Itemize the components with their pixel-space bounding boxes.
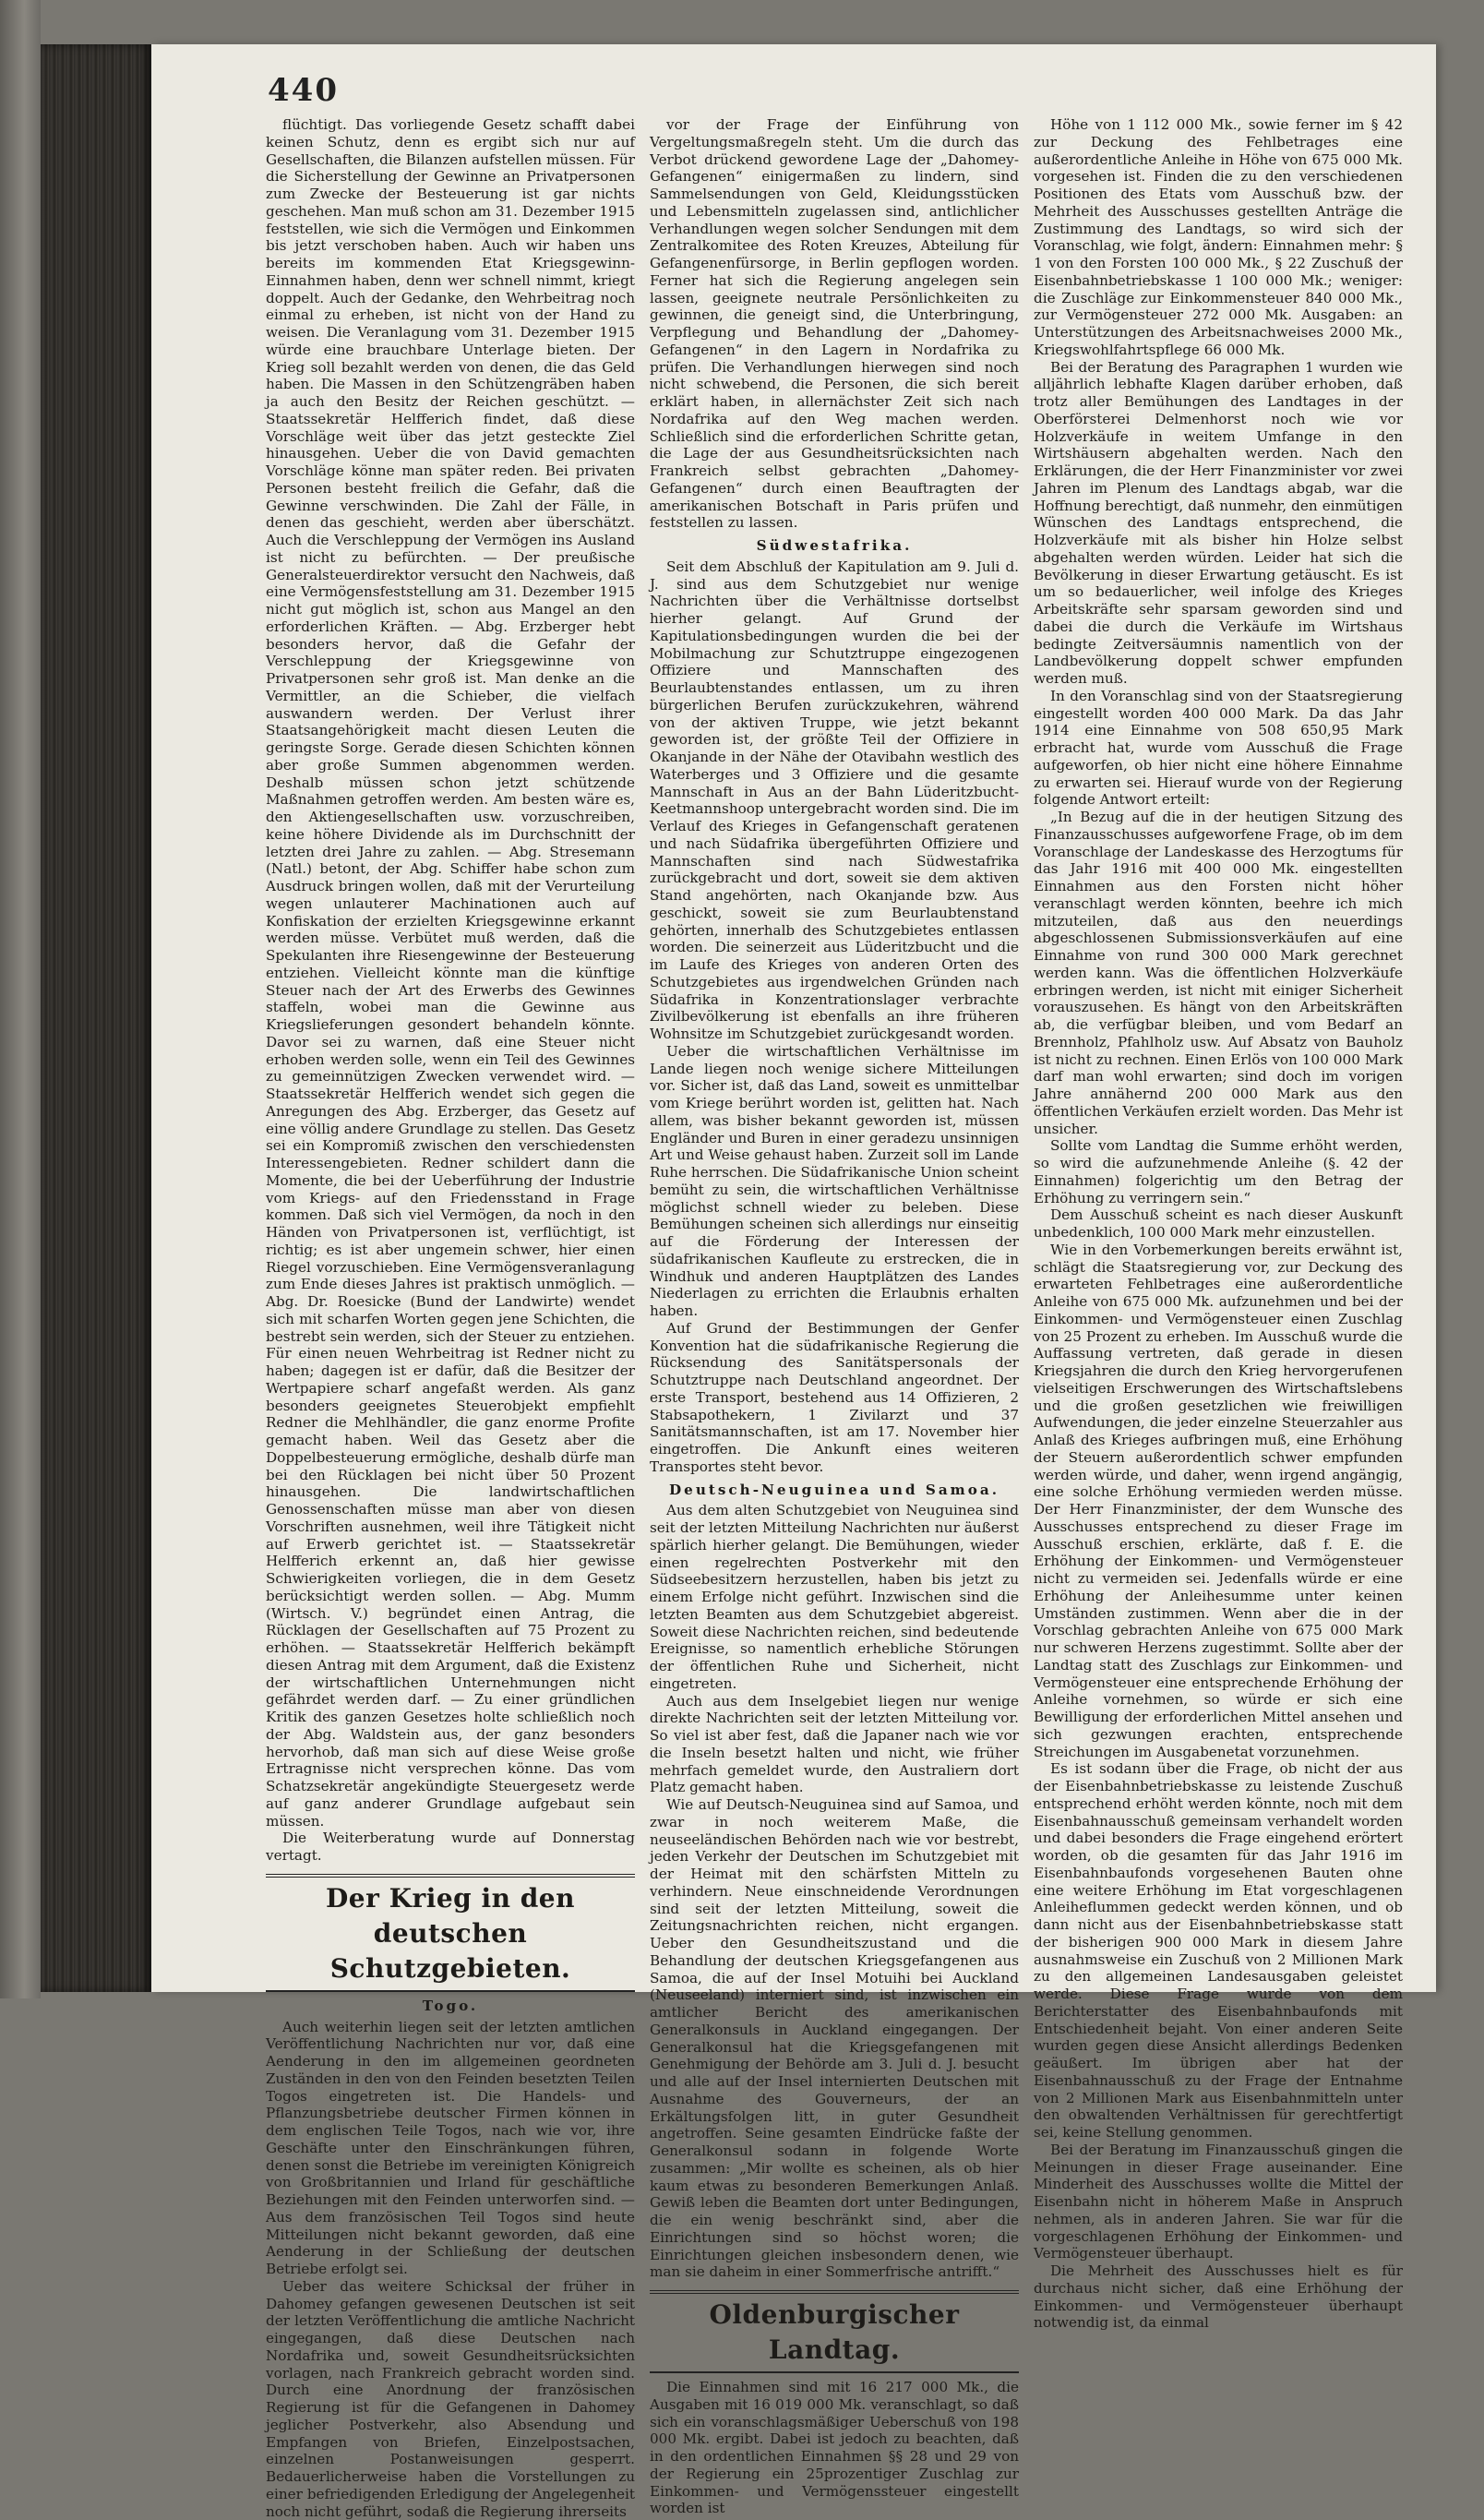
paragraph: Aus dem alten Schutzgebiet von Neuguinea sind seit der letzten Mitteilung Nachrichten nur äußerst spärlich hierher gelangt. Die Bemühungen, wieder einen regelrechten Postverkehr mit den Südseebesitzern herzustellen, haben bis jetzt zu einem Erfolge nicht geführt. Inzwischen sind die letzten Beamten aus dem Schutzgebiet abgereist. Soweit diese Nachrichten reichen, sind bedeutende Ereignisse, so namentlich erhebliche Störungen der öffentlichen Ruhe und Sicherheit, nicht eingetreten. [650,1502,1019,1692]
paragraph: Die Mehrheit des Ausschusses hielt es für durchaus nicht sicher, daß eine Erhöhung der Einkommen- und Vermögensteuer überhaupt notwendig ist, da einmal [1034,2262,1403,2332]
paragraph: Es ist sodann über die Frage, ob nicht der aus der Eisenbahnbetriebskasse zu leistende Zuschuß entsprechend erhöht werden könnte, noch mit dem Eisenbahnausschuß gemeinsam verhandelt worden und dabei besonders die Frage eingehend erörtert worden, ob die gesamten für das Jahr 1916 im Eisenbahnbaufonds vorgesehenen Bauten ohne eine weitere Erhöhung im Etat vorgeschlagenen Anleiheflummen gedeckt werden können, und ob dann nicht aus der Eisenbahnbetriebskasse statt der bisherigen 900 000 Mark in diesem Jahre ausnahmsweise ein Zuschuß von 2 Millionen Mark zu den allgemeinen Landesausgaben geleistet werde. Diese Frage wurde von dem Berichterstatter des Eisenbahnbaufonds mit Entschiedenheit bejaht. Von einer anderen Seite wurden gegen diese Ansicht allerdings Bedenken geäußert. Im übrigen aber hat der Eisenbahnausschuß zu der Frage der Entnahme von 2 Millionen Mark aus Eisenbahnmitteln unter den obwaltenden Verhältnissen für gerechtfertigt sei, keine Stellung genommen. [1034,1760,1403,2141]
paragraph: Auch weiterhin liegen seit der letzten amtlichen Veröffentlichung Nachrichten nur vor, daß eine Aenderung in den im allgemeinen geordneten Zuständen in den von den Feinden besetzten Teilen Togos eingetreten ist. Die Handels- und Pflanzungsbetriebe deutscher Firmen können in dem englischen Teile Togos, nach wie vor, ihre Geschäfte unter den Einschränkungen führen, denen sonst die Betriebe im vereinigten Königreich von Großbritannien und Irland für geschäftliche Beziehungen mit den Feinden unterworfen sind. — Aus dem französischen Teil Togos sind heute Mitteilungen nicht bekannt geworden, daß eine Aenderung in der Schließung der deutschen Betriebe erfolgt sei. [266,2018,635,2277]
paragraph: Seit dem Abschluß der Kapitulation am 9. Juli d. J. sind aus dem Schutzgebiet nur wenige Nachrichten über die Verhältnisse dortselbst hierher gelangt. Auf Grund der Kapitulationsbedingungen wurden die bei der Mobilmachung zur Schutztruppe eingezogenen Offiziere und Mannschaften des Beurlaubtenstandes entlassen, um zu ihren bürgerlichen Berufen zurückzukehren, während von der aktiven Truppe, wie jetzt bekannt geworden ist, der größte Teil der Offiziere in Okanjande in der Nähe der Otavibahn westlich des Waterberges und 3 Offiziere und die gesamte Mannschaft in Aus an der Bahn Lüderitzbucht-Keetmannshoop untergebracht worden sind. Die im Verlauf des Krieges in Gefangenschaft geratenen und nach Südafrika übergeführten Offiziere und Mannschaften sind nach Südwestafrika zurückgebracht und dort, soweit sie dem aktiven Stand angehörten, nach Okanjande bzw. Aus geschickt, soweit sie zum Beurlaubtenstand gehörten, innerhalb des Schutzgebietes entlassen worden. Die seinerzeit aus Lüderitzbucht und die im Laufe des Krieges von anderen Orten des Schutzgebietes aus irgendwelchen Gründen nach Südafrika in Konzentrationslager verbrachte Zivilbevölkerung ist ebenfalls an ihre früheren Wohnsitze im Schutzgebiet zurückgesandt worden. [650,558,1019,1042]
paragraph: Höhe von 1 112 000 Mk., sowie ferner im § 42 zur Deckung des Fehlbetrages eine außerordentliche Anleihe in Höhe von 675 000 Mk. vorgesehen ist. Finden die zu den verschiedenen Positionen des Etats vom Ausschuß bzw. der Mehrheit des Ausschusses gestellten Anträge die Zustimmung des Landtags, so wird sich der Voranschlag, wie folgt, ändern: Einnahmen mehr: § 1 von den Forsten 100 000 Mk., § 22 Zuschuß der Eisenbahnbetriebskasse 1 100 000 Mk.; weniger: die Zuschläge zur Einkommensteuer 840 000 Mk., zur Vermögensteuer 272 000 Mk. Ausgaben: an Unterstützungen des Arbeitsnachweises 2000 Mk., Kriegswohlfahrtspflege 66 000 Mk. [1034,116,1403,358]
paragraph: Auf Grund der Bestimmungen der Genfer Konvention hat die südafrikanische Regierung die Rücksendung des Sanitätspersonals der Schutztruppe nach Deutschland angeordnet. Der erste Transport, bestehend aus 14 Offizieren, 2 Stabsapothekern, 1 Zivilarzt und 37 Sanitätsmannschaften, ist am 17. November hier eingetroffen. Die Ankunft eines weiteren Transportes steht bevor. [650,1319,1019,1475]
paragraph: vor der Frage der Einführung von Vergeltungsmaßregeln steht. Um die durch das Verbot drückend gewordene Lage der „Dahomey-Gefangenen“ einigermaßen zu lindern, sind Sammelsendungen von Geld, Kleidungsstücken und Lebensmitteln zugelassen sind, antlichlicher Verhandlungen wegen solcher Sendungen mit dem Zentralkomitee des Roten Kreuzes, Abteilung für Gefangenenfürsorge, in Berlin gepflogen worden. Ferner hat sich die Regierung angelegen sein lassen, geeignete neutrale Persönlichkeiten zu gewinnen, die geneigt sind, die Unterbringung, Verpflegung und Behandlung der „Dahomey-Gefangenen“ in den Lagern in Nordafrika zu prüfen. Die Verhandlungen hierwegen sind noch nicht schwebend, die Personen, die sich bereit erklärt haben, in allernächster Zeit sich nach Nordafrika auf den Weg machen werden. Schließlich sind die erforderlichen Schritte getan, die Lage der aus Gesundheitsrücksichten nach Frankreich selbst gebrachten „Dahomey-Gefangenen“ durch einen Beauftragten der amerikanischen Botschaft in Paris prüfen und feststellen zu lassen. [650,116,1019,532]
paragraph: Ueber die wirtschaftlichen Verhältnisse im Lande liegen noch wenige sichere Mitteilungen vor. Sicher ist, daß das Land, soweit es unmittelbar vom Kriege berührt worden ist, gelitten hat. Nach allem, was bisher bekannt geworden ist, müssen Engländer und Buren in einer geradezu unsinnigen Art und Weise gehaust haben. Zurzeit soll im Lande Ruhe herrschen. Die Südafrikanische Union scheint bemüht zu sein, die wirtschaftlichen Verhältnisse möglichst schnell wieder zu beleben. Diese Bemühungen scheinen sich allerdings nur einseitig auf die Förderung der Interessen der südafrikanischen Kaufleute zu erstrecken, die in Windhuk und anderen Hauptplätzen des Landes Niederlagen zu errichten die Erlaubnis erhalten haben. [650,1042,1019,1319]
paragraph: Die Einnahmen sind mit 16 217 000 Mk., die Ausgaben mit 16 019 000 Mk. veranschlagt, so daß sich ein voranschlagsmäßiger Ueberschuß von 198 000 Mk. ergibt. Dabei ist jedoch zu beachten, daß in den ordentlichen Einnahmen §§ 28 und 29 von der Regierung ein 25prozentiger Zuschlag zur Einkommen- und Vermögenssteuer eingestellt worden ist [650,2379,1019,2517]
section-subhead: Deutsch-Neuguinea und Samoa. [668,1481,999,1498]
paragraph: Dem Ausschuß scheint es nach dieser Auskunft unbedenklich, 100 000 Mark mehr einzustellen. [1034,1206,1403,1241]
paragraph: Bei der Beratung des Paragraphen 1 wurden wie alljährlich lebhafte Klagen darüber erhoben, daß trotz aller Bemühungen des Landtages in der Oberförsterei Delmenhorst noch wie vor Holzverkäufe in weitem Umfange in den Wirtshäusern abgehalten werden. Nach den Erklärungen, die der Herr Finanzminister vor zwei Jahren im Plenum des Landtags abgab, war die Hoffnung berechtigt, daß nunmehr, den einmütigen Wünschen des Landtags entsprechend, die Holzverkäufe mit als bisher hin Holze selbst abgehalten werden würden. Leider hat sich die Bevölkerung in dieser Erwartung getäuscht. Es ist um so bedauerlicher, weil infolge des Krieges Arbeitskräfte sehr sparsam geworden sind und dabei die durch die Verkäufe im Wirtshaus bedingte Zeitversäumnis namentlich von der Landbevölkerung doppelt schwer empfunden werden muß. [1034,358,1403,687]
paragraph: In den Voranschlag sind von der Staatsregierung eingestellt worden 400 000 Mark. Da das Jahr 1914 eine Einnahme von 508 650,95 Mark erbracht hat, wurde vom Ausschuß die Frage aufgeworfen, ob hier nicht eine höhere Einnahme zu erwarten sei. Hierauf wurde von der Regierung folgende Antwort erteilt: [1034,687,1403,809]
paragraph: Wie auf Deutsch-Neuguinea sind auf Samoa, und zwar in noch weiterem Maße, die neuseeländischen Behörden nach wie vor bestrebt, jeden Verkehr der Deutschen im Schutzgebiet mit der Heimat mit den schärfsten Mitteln zu verhindern. Neue einschneidende Verordnungen sind seit der letzten Mitteilung, soweit die Zeitungsnachrichten reichen, nicht ergangen. Ueber den Gesundheitszustand und die Behandlung der deutschen Kriegsgefangenen aus Samoa, die auf der Insel Motuihi bei Auckland (Neuseeland) interniert sind, ist inzwischen ein amtlicher Bericht des amerikanischen Generalkonsuls in Auckland eingegangen. Der Generalkonsul hat die Kriegsgefangenen mit Genehmigung der Behörde am 3. Juli d. J. besucht und alle auf der Insel internierten Deutschen mit Ausnahme des Gouverneurs, der an Erkältungsfolgen litt, in guter Gesundheit angetroffen. Seine gesamten Eindrücke faßte der Generalkonsul sodann in folgende Worte zusammen: „Mir wollte es scheinen, als ob hier kaum etwas zu besonderen Bemerkungen Anlaß. Gewiß leben die Beamten dort unter Bedingungen, die ein wenig beschränkt sind, aber die Einrichtungen sind so höchst woren; die Einrichtungen gleichen insbesondern denen, wie man sie daheim in einer Sommerfrische antrifft.“ [650,1796,1019,2281]
newspaper-page [151,44,1436,2520]
paragraph: Auch aus dem Inselgebiet liegen nur wenige direkte Nachrichten seit der letzten Mitteilung vor. So viel ist aber fest, daß die Japaner nach wie vor die Inseln besetzt halten und nicht, wie früher mehrfach gemeldet wurde, den Australiern dort Platz gemacht haben. [650,1692,1019,1796]
column-2 [650,116,1019,2517]
column-1 [266,116,635,2520]
paragraph: Sollte vom Landtag die Summe erhöht werden, so wird die aufzunehmende Anleihe (§. 42 der Einnahmen) folgerichtig um den Betrag der Erhöhung zu verringern sein.“ [1034,1137,1403,1206]
book-binding-edge [0,0,41,1998]
section-headline: Oldenburgischer Landtag. [650,2290,1019,2373]
column-3 [1034,116,1403,2332]
paragraph: flüchtigt. Das vorliegende Gesetz schafft dabei keinen Schutz, denn es ergibt sich nur auf Gesellschaften, die Bilanzen aufstellen müssen. Für die Sicherstellung der Gewinne an Privatpersonen zum Zwecke der Besteuerung ist gar nichts geschehen. Man muß schon am 31. Dezember 1915 feststellen, wie sich die Vermögen und Einkommen bis jetzt verschoben haben. Auch wir haben uns bereits im kommenden Etat Kriegsgewinn-Einnahmen haben, denn wer schnell nimmt, kriegt doppelt. Auch der Gedanke, den Wehrbeitrag noch einmal zu erheben, ist nicht von der Hand zu weisen. Die Veranlagung vom 31. Dezember 1915 würde eine brauchbare Unterlage bieten. Der Krieg soll bezahlt werden von denen, die das Geld haben. Die Massen in den Schützengräben haben ja auch den Besitz der Reichen geschützt. — Staatssekretär Helfferich findet, daß diese Vorschläge weit über das jetzt gesteckte Ziel hinausgehen. Ueber die von David gemachten Vorschläge könne man später reden. Bei privaten Personen besteht freilich die Gefahr, daß die Gewinne verschwinden. Die Zahl der Fälle, in denen das geschieht, werden aber überschätzt. Auch die Verschleppung der Vermögen ins Ausland ist nicht zu befürchten. — Der preußische Generalsteuerdirektor versucht den Nachweis, daß eine Vermögensfeststellung am 31. Dezember 1915 nicht gut möglich ist, schon aus Mangel an den erforderlichen Kräften. — Abg. Erzberger hebt besonders hervor, daß die Gefahr der Verschleppung der Kriegsgewinne von Privatpersonen sehr groß ist. Man denke an die Vermittler, an die Schieber, die vielfach auswandern werden. Der Verlust ihrer Staatsangehörigkeit macht diesen Leuten die geringste Sorge. Gerade diesen Schichten können aber große Summen abgenommen werden. Deshalb müssen schon jetzt schützende Maßnahmen getroffen werden. Am besten wäre es, den Aktiengesellschaften usw. vorzuschreiben, keine höhere Dividende als im Durchschnitt der letzten drei Jahre zu zahlen. — Abg. Stresemann (Natl.) betont, der Abg. Schiffer habe schon zum Ausdruck bringen wollen, daß mit der Verurteilung wegen unlauterer Machinationen auch auf Konfiskation der erzielten Kriegsgewinne erkannt werden müsse. Verbütet muß werden, daß die Spekulanten ihre Riesengewinne der Besteuerung entziehen. Vielleicht könnte man die künftige Steuer nach der Art des Erwerbs des Gewinnes staffeln, wobei man die Gewinne aus Kriegslieferungen gesondert behandeln könnte. Davor sei zu warnen, daß eine Steuer nicht erhoben werden solle, wenn ein Teil des Gewinnes zu gemeinnützigen Zwecken verwendet wird. — Staatssekretär Helfferich wendet sich gegen die Anregungen des Abg. Erzberger, das Gesetz auf eine völlig andere Grundlage zu stellen. Das Gesetz sei ein Kompromiß zwischen den verschiedensten Interessengebieten. Redner schildert dann die Momente, die bei der Ueberführung der Industrie vom Kriegs- auf den Friedensstand in Frage kommen. Daß sich viel Vermögen, da noch in den Händen von Privatpersonen ist, verflüchtigt, ist richtig; es ist aber ungemein schwer, hier einen Riegel vorzuschieben. Eine Vermögensveranlagung zum Ende dieses Jahres ist praktisch unmöglich. — Abg. Dr. Roesicke (Bund der Landwirte) wendet sich mit scharfen Worten gegen jene Schichten, die bestrebt sein werden, sich der Steuer zu entziehen. Für einen neuen Wehrbeitrag ist Redner nicht zu haben; dagegen ist er dafür, daß die Besitzer der Wertpapiere scharf angefaßt werden. Als ganz besonders geeignetes Steuerobjekt empfiehlt Redner die Mehlhändler, die ganz enorme Profite gemacht haben. Weil das Gesetz aber die Doppelbesteuerung ermögliche, deshalb dürfe man bei den Rücklagen bei nicht über 50 Prozent hinausgehen. Die landwirtschaftlichen Genossenschaften müsse man aber von diesen Vorschriften ausnehmen, weil ihre Tätigkeit nicht auf Erwerb gerichtet ist. — Staatssekretär Helfferich erkennt an, daß hier gewisse Schwierigkeiten vorliegen, die in dem Gesetz berücksichtigt werden sollen. — Abg. Mumm (Wirtsch. V.) begründet einen Antrag, die Rücklagen der Gesellschaften auf 75 Prozent zu erhöhen. — Staatssekretär Helfferich bekämpft diesen Antrag mit dem Argument, daß die Existenz der wirtschaftlichen Unternehmungen nicht gefährdet werden darf. — Zu einer gründlichen Kritik des ganzen Gesetzes holte schließlich noch der Abg. Waldstein aus, der ganz besonders hervorhob, daß man sich auf diese Weise große Ertragnisse nicht versprechen könne. Das vom Schatzsekretär angekündigte Steuergesetz werde auf ganz anderer Grundlage aufgebaut sein müssen. [266,116,635,1830]
paragraph: Bei der Beratung im Finanzausschuß gingen die Meinungen in dieser Frage auseinander. Eine Minderheit des Ausschusses wollte die Mittel der Eisenbahn nicht in höherem Maße in Anspruch nehmen, als in anderen Jahren. Sie war für die vorgeschlagenen Erhöhung der Einkommen- und Vermögensteuer überhaupt. [1034,2141,1403,2262]
paragraph: Die Weiterberatung wurde auf Donnerstag vertagt. [266,1830,635,1864]
page-number: 440 [268,72,339,109]
book-spine [41,44,151,1992]
section-subhead: Südwestafrika. [756,537,913,554]
section-subhead: Togo. [422,1997,479,2014]
paragraph: „In Bezug auf die in der heutigen Sitzung des Finanzausschusses aufgeworfene Frage, ob im dem Voranschlage der Landeskasse des Herzogtums für das Jahr 1916 mit 400 000 Mk. eingestellten Einnahmen aus den Forsten nicht höher veranschlagt werden könnten, beehre ich mich mitzuteilen, daß aus den neuerdings abgeschlossenen Submissionsverkäufen auf eine Einnahme von rund 300 000 Mark gerechnet werden kann. Was die öffentlichen Holzverkäufe erbringen werden, ist nicht mit einiger Sicherheit vorauszusehen. Es hängt von den Arbeitskräften ab, die verfügbar bleiben, und vom Bedarf an Brennholz, Pfahlholz usw. Auf Absatz von Bauholz ist nicht zu rechnen. Einen Erlös von 100 000 Mark darf man wohl erwarten; sind doch im vorigen Jahre annähernd 200 000 Mark aus den öffentlichen Verkäufen erzielt worden. Das Mehr ist unsicher. [1034,809,1403,1137]
paragraph: Wie in den Vorbemerkungen bereits erwähnt ist, schlägt die Staatsregierung vor, zur Deckung des erwarteten Fehlbetrages eine außerordentliche Anleihe von 675 000 Mk. aufzunehmen und bei der Einkommen- und Vermögensteuer einen Zuschlag von 25 Prozent zu erheben. Im Ausschuß wurde die Auffassung vertreten, daß gerade in diesen Kriegsjahren die durch den Krieg hervorgerufenen vielseitigen Erschwerungen des Wirtschaftslebens und die großen gesetzlichen wie freiwilligen Aufwendungen, die jeder einzelne Steuerzahler aus Anlaß des Krieges aufbringen muß, eine Erhöhung der Steuern außerordentlich schwer empfunden werden würde, und daher, wenn irgend angängig, eine solche Erhöhung vermieden werden müsse. Der Herr Finanzminister, der dem Wunsche des Ausschusses entsprechend zu dieser Frage im Ausschuß erschien, erklärte, daß f. E. die Erhöhung der Einkommen- und Vermögensteuer nicht zu vermeiden sei. Jedenfalls würde er eine Erhöhung der Anleihesumme unter keinen Umständen zustimmen. Wenn aber die in der Vorschlag gebrachten Anleihe von 675 000 Mark nur schweren Herzens zugestimmt. Sollte aber der Landtag statt des Zuschlags zur Einkommen- und Vermögensteuer eine entsprechende Erhöhung der Anleihe vornehmen, so würde er sich eine Bewilligung der erforderlichen Mittel ansehen und sich gezwungen erachten, entsprechende Streichungen im Ausgabenetat vorzunehmen. [1034,1241,1403,1760]
paragraph: Ueber das weitere Schicksal der früher in Dahomey gefangen gewesenen Deutschen ist seit der letzten Veröffentlichung die amtliche Nachricht eingegangen, daß diese Deutschen nach Nordafrika und, soweit Gesundheitsrücksichten vorlagen, nach Frankreich gebracht worden sind. Durch eine Anordnung der französischen Regierung ist für die Gefangenen in Dahomey jeglicher Postverkehr, also Absendung und Empfangen von Briefen, Einzelpostsachen, einzelnen Postanweisungen gesperrt. Bedauerlicherweise haben die Vorstellungen zu einer befriedigenden Erledigung der Angelegenheit noch nicht geführt, sodaß die Regierung ihrerseits [266,2277,635,2520]
section-headline: Der Krieg in den deutschen Schutzgebieten. [266,1874,635,1992]
